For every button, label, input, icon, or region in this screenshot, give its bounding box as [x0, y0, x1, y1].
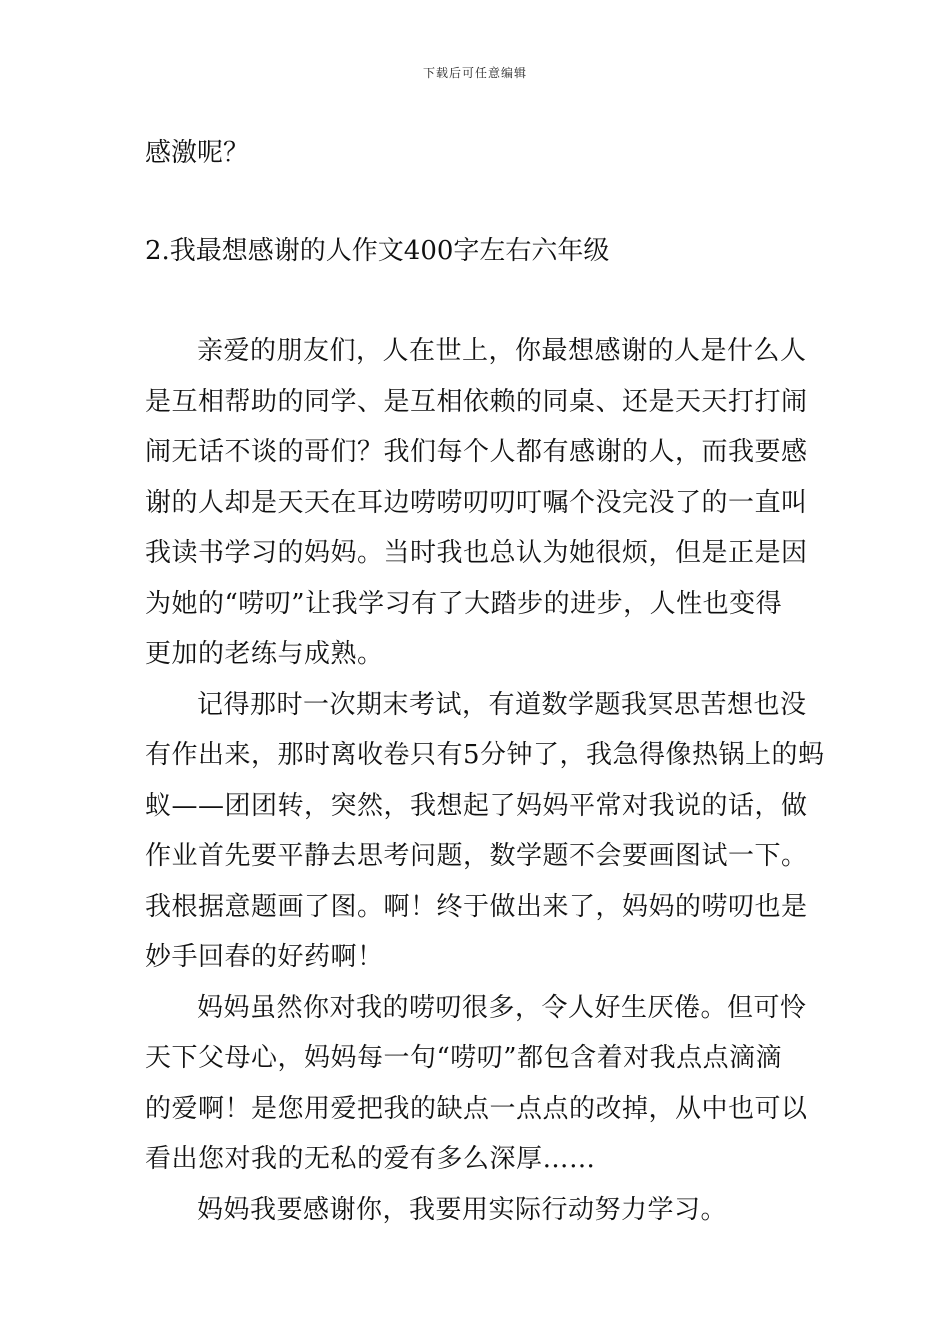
opening-line: 感激呢？ [145, 138, 250, 168]
paragraph-line: 妈妈虽然你对我的唠叨很多，令人好生厌倦。但可怜 [197, 992, 807, 1023]
paragraph-3 [145, 983, 807, 1185]
paragraph-line: 蚁——团团转，突然，我想起了妈妈平常对我说的话，做 [145, 790, 808, 821]
paragraph-line: 闹无话不谈的哥们？我们每个人都有感谢的人，而我要感 [145, 437, 808, 467]
paragraph-line: 亲爱的朋友们，人在世上，你最想感谢的人是什么人 [197, 336, 807, 366]
paragraph-line: 的爱啊！是您用爱把我的缺点一点点的改掉，从中也可以 [145, 1093, 808, 1124]
paragraph-line: 妈妈我要感谢你，我要用实际行动努力学习。 [197, 1194, 728, 1225]
section-heading: 2.我最想感谢的人作文400字左右六年级 [145, 236, 610, 266]
paragraph-line: 妙手回春的好药啊！ [145, 942, 384, 972]
paragraph-line: 记得那时一次期末考试，有道数学题我冥思苦想也没 [197, 689, 807, 720]
paragraph-line: 我读书学习的妈妈。当时我也总认为她很烦，但是正是因 [145, 538, 808, 568]
paragraph-4 [145, 1185, 807, 1236]
essay-paragraphs [145, 326, 825, 1235]
paragraph-line: 谢的人却是天天在耳边唠唠叨叨叮嘱个没完没了的一直叫 [145, 487, 808, 518]
paragraph-line: 我根据意题画了图。啊！终于做出来了，妈妈的唠叨也是 [145, 891, 808, 922]
paragraph-line: 天下父母心，妈妈每一句“唠叨”都包含着对我点点滴滴 [145, 1043, 783, 1073]
paragraph-2 [145, 680, 825, 983]
header-note: 下载后可任意编辑 [422, 66, 527, 80]
paragraph-line: 作业首先要平静去思考问题，数学题不会要画图试一下。 [145, 841, 808, 871]
paragraph-line: 有作出来，那时离收卷只有5分钟了，我急得像热锅上的蚂 [145, 740, 825, 770]
paragraph-1 [145, 326, 807, 680]
paragraph-line: 更加的老练与成熟。 [145, 639, 384, 669]
paragraph-line: 是互相帮助的同学、是互相依赖的同桌、还是天天打打闹 [145, 386, 808, 417]
paragraph-line: 为她的“唠叨”让我学习有了大踏步的进步，人性也变得 [145, 588, 783, 619]
paragraph-line: 看出您对我的无私的爱有多么深厚…… [145, 1144, 596, 1174]
document-body [145, 128, 825, 1235]
